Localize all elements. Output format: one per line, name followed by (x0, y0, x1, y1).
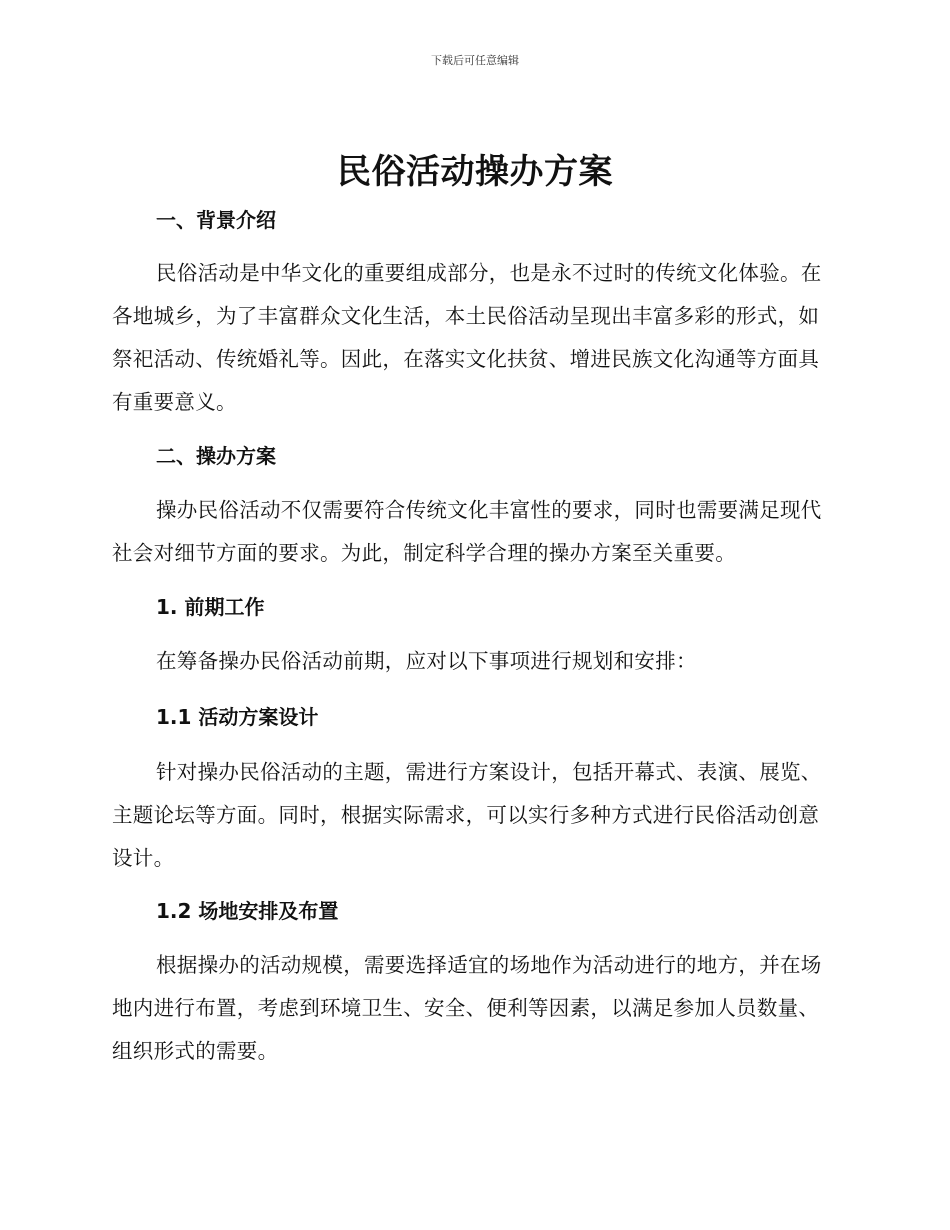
section-paragraph-design: 针对操办民俗活动的主题，需进行方案设计，包括开幕式、表演、展览、主题论坛等方面。同时，根据实际需求，可以实行多种方式进行民俗活动创意设计。 (112, 760, 822, 870)
section-paragraph-venue: 根据操办的活动规模，需要选择适宜的场地作为活动进行的地方，并在场地内进行布置，考虑到环境卫生、安全、便利等因素，以满足参加人员数量、组织形式的需要。 (112, 953, 822, 1063)
document-title: 民俗活动操办方案 (337, 152, 613, 192)
header-note: 下载后可任意编辑 (431, 54, 519, 67)
section-paragraph-background: 民俗活动是中华文化的重要组成部分，也是永不过时的传统文化体验。在各地城乡，为了丰富群众文化生活，本土民俗活动呈现出丰富多彩的形式，如祭祀活动、传统婚礼等。因此，在落实文化扶贫、增进民族文化沟通等方面具有重要意义。 (112, 261, 822, 414)
section-heading-plan: 二、操办方案 (156, 444, 276, 468)
section-heading-design: 1.1 活动方案设计 (156, 705, 319, 729)
section-heading-background: 一、背景介绍 (156, 208, 276, 232)
section-paragraph-preparation: 在筹备操办民俗活动前期，应对以下事项进行规划和安排： (156, 649, 697, 673)
section-heading-preparation: 1. 前期工作 (156, 595, 265, 619)
section-heading-venue: 1.2 场地安排及布置 (156, 899, 339, 923)
section-paragraph-plan: 操办民俗活动不仅需要符合传统文化丰富性的要求，同时也需要满足现代社会对细节方面的要求。为此，制定科学合理的操办方案至关重要。 (112, 498, 822, 565)
